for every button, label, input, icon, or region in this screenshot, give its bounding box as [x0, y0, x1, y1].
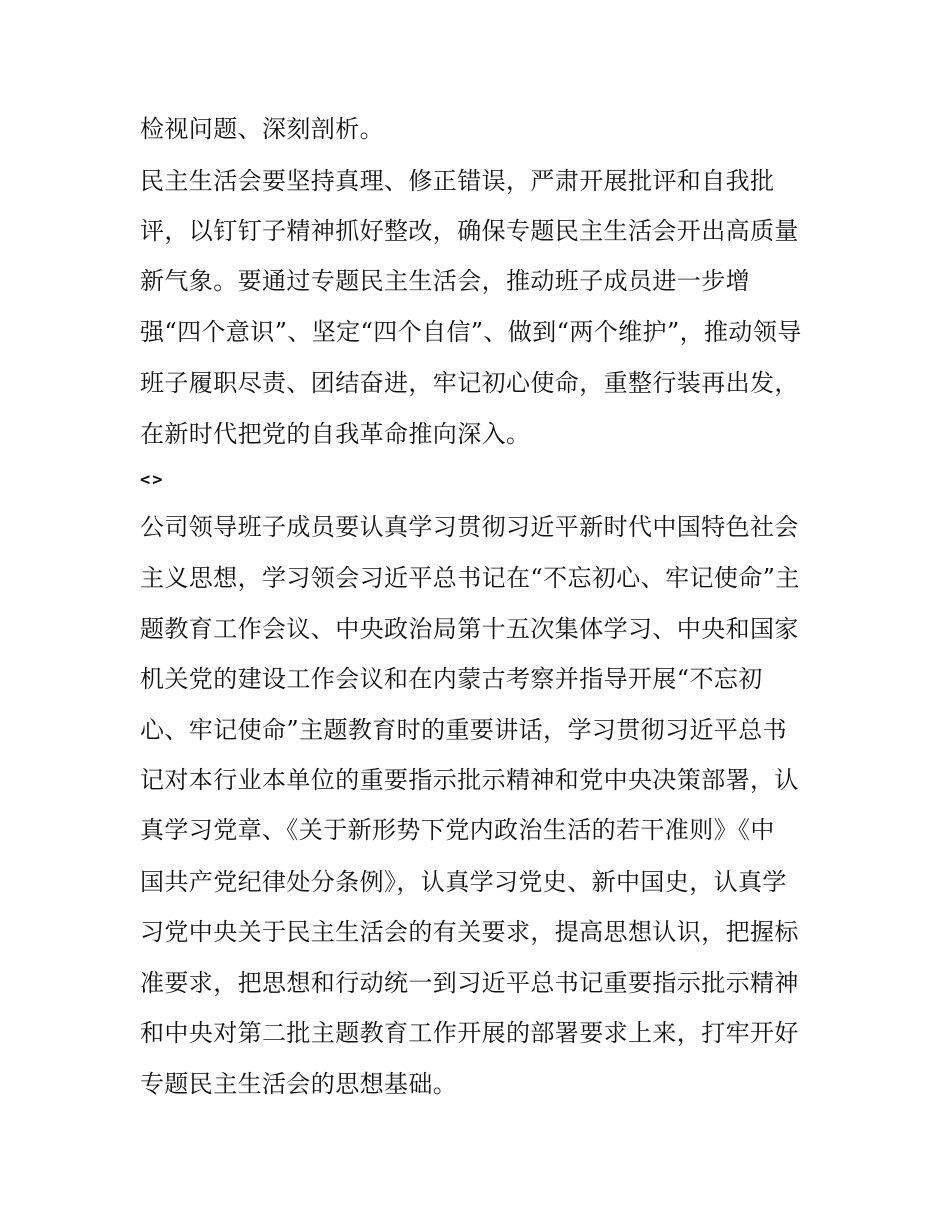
text-line: 和中央对第二批主题教育工作开展的部署要求上来，打牢开好: [140, 1019, 799, 1047]
text-line: 记对本行业本单位的重要指示批示精神和党中央决策部署，认: [140, 766, 799, 794]
text-line: 专题民主生活会的思想基础。: [140, 1070, 458, 1098]
text-line: 民主生活会要坚持真理、修正错误，严肃开展批评和自我批: [140, 167, 775, 195]
text-line: 在新时代把党的自我革命推向深入。: [140, 420, 531, 448]
text-line: 机关党的建设工作会议和在内蒙古考察并指导开展“不忘初: [140, 665, 763, 693]
text-line: 主义思想，学习领会习近平总书记在“不忘初心、牢记使命”主: [140, 564, 800, 592]
text-line: 评，以钉钉子精神抓好整改，确保专题民主生活会开出高质量: [140, 217, 799, 245]
text-line: 真学习党章、《关于新形势下党内政治生活的若干准则》《中: [140, 816, 775, 844]
section-marker: <>: [140, 470, 165, 490]
text-line: 国共产党纪律处分条例》，认真学习党史、新中国史，认真学: [140, 868, 787, 896]
text-line: 新气象。要通过专题民主生活会，推动班子成员进一步增: [140, 267, 750, 295]
text-line: 心、牢记使命”主题教育时的重要讲话，学习贯彻习近平总书: [140, 716, 788, 744]
text-line: 准要求，把思想和行动统一到习近平总书记重要指示批示精神: [140, 969, 799, 997]
text-line: 检视问题、深刻剖析。: [140, 115, 384, 143]
text-line: 题教育工作会议、中央政治局第十五次集体学习、中央和国家: [140, 615, 799, 643]
text-line: 习党中央关于民主生活会的有关要求，提高思想认识，把握标: [140, 918, 799, 946]
text-line: 公司领导班子成员要认真学习贯彻习近平新时代中国特色社会: [140, 513, 799, 541]
text-line: 强“四个意识”、坚定“四个自信”、做到“两个维护”，推动领导: [140, 318, 802, 346]
text-line: 班子履职尽责、团结奋进，牢记初心使命，重整行装再出发，: [140, 369, 799, 397]
